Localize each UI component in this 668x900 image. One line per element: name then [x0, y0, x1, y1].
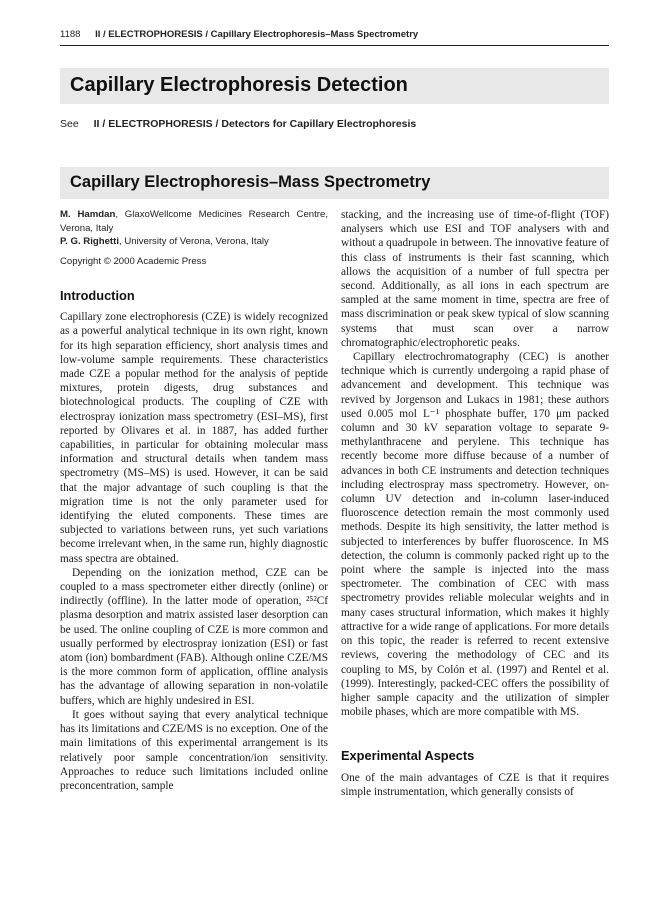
author-name: P. G. Righetti [60, 236, 119, 247]
introduction-heading: Introduction [60, 288, 135, 303]
see-label: See [60, 118, 79, 130]
article-title-detection: Capillary Electrophoresis Detection [60, 68, 609, 104]
copyright-notice: Copyright © 2000 Academic Press [60, 255, 207, 267]
intro-paragraph-4: stacking, and the increasing use of time-of-flight (TOF) analysers which use ESI and TOF analysers with and without a quadrupole in between. The innovative feature of this class of instruments is their fast scanning, which allows the acquisition of a number of full spectra per second. Additionally, as all ions in each spectrum are sampled at the same moment in time, spectra are free of mass discrimination or peak skew typical of slow scanning systems that must scan over a narrow chromatographic/electrophoretic peaks. [341, 209, 610, 349]
intro-paragraph-3: It goes without saying that every analytical technique has its limitations and CZE/MS is no exception. One of the main limitations of this experimental arrangement is its relatively poor sample concentration/ion sensitivity. Approaches to reduce such limitations included online preconcentration, sample [60, 708, 328, 792]
header-rule [60, 45, 609, 46]
author-affiliation: , GlaxoWellcome Medicines Research Centre, Verona, Italy [60, 209, 328, 234]
intro-paragraph-1: Capillary zone electrophoresis (CZE) is widely recognized as a powerful analytical technique in its own right, known for its high separation efficiency, short analysis times and low-volume sample requirements. These characteristics made CZE a popular method for the analysis of peptide mixtures, protein digests, drug substances and biotechnological products. The coupling of CZE with electrospray ionization mass spectrometry (ESI–MS), first reported by Olivares et al. in 1887, has added further capabilities, in particular for obtaining molecular mass information and structural details when tandem mass spectrometry (MS–MS) is used. However, it can be said that the major advantage of such coupling is that the migration time is not the only parameter used for identifying the eluted components. These times are subjected to variations between runs, yet such variations become irrelevant when, in the same run, highly diagnostic mass spectra are obtained. [60, 311, 328, 565]
page-number: 1188 [60, 29, 81, 40]
intro-paragraph-2: Depending on the ionization method, CZE can be coupled to a mass spectrometer either directly (online) or indirectly (offline). In the latter mode of operation, ²⁵²Cf plasma desorption and matrix assisted laser desorption can be used. The online coupling of CZE is more common and usually performed by electrospray ionization (ESI) or fast atom (ion) bombardment (FAB). Although online CZE/MS is the more common form of application, offline analysis has the advantage of allowing separation in non-volatile buffers, which are highly undesired in ESI. [60, 566, 328, 707]
author-name: M. Hamdan [60, 209, 116, 220]
running-title: II / ELECTROPHORESIS / Capillary Electrophoresis–Mass Spectrometry [95, 29, 419, 40]
experimental-heading: Experimental Aspects [341, 748, 475, 764]
right-column [341, 208, 609, 799]
see-also [60, 118, 416, 130]
experimental-paragraph-1: One of the main advantages of CZE is that it requires simple instrumentation, which generally consists of [341, 771, 609, 798]
author-block [60, 208, 328, 268]
author-2 [60, 235, 328, 249]
author-affiliation: , University of Verona, Verona, Italy [119, 236, 269, 247]
article-title-ce-ms: Capillary Electrophoresis–Mass Spectrometry [60, 167, 609, 199]
see-reference-link[interactable]: II / ELECTROPHORESIS / Detectors for Capillary Electrophoresis [93, 118, 417, 130]
left-column [60, 208, 328, 793]
author-1 [60, 208, 328, 235]
intro-paragraph-5: Capillary electrochromatography (CEC) is another technique which is currently undergoing a rapid phase of advancement and development. This technique was revived by Jorgenson and Lukacs in 1981; these authors used 0.005 mol L⁻¹ phosphate buffer, 170 μm packed column and 30 kV separation voltage to separate 9-methylanthracene and perylene. This technique has recently become more diffuse because of a number of advances in both CE instruments and detection techniques including electrospray mass spectrometry. However, on-column UV detection and in-column laser-induced fluoroscence detection remain the most commonly used methods. Despite its high sensitivity, the latter method is subjected to interferences by buffer fluoroscence. In MS detection, the column is commonly packed right up to the point where the sample is injected into the mass spectrometer. The combination of CEC with mass spectrometry provides reliable molecular weights and in many cases structural information, which makes it highly attractive for a wide range of applications. For more details on this topic, the reader is referred to recent extensive reviews, covering the methodology of CEC and its coupling to MS, by Colón et al. (1997) and Rentel et al. (1999). Interestingly, packed-CEC offers the possibility of higher sample capacity and the utilization of simpler mobile phases, which are more compatible with MS. [341, 351, 609, 719]
running-header [60, 29, 609, 40]
